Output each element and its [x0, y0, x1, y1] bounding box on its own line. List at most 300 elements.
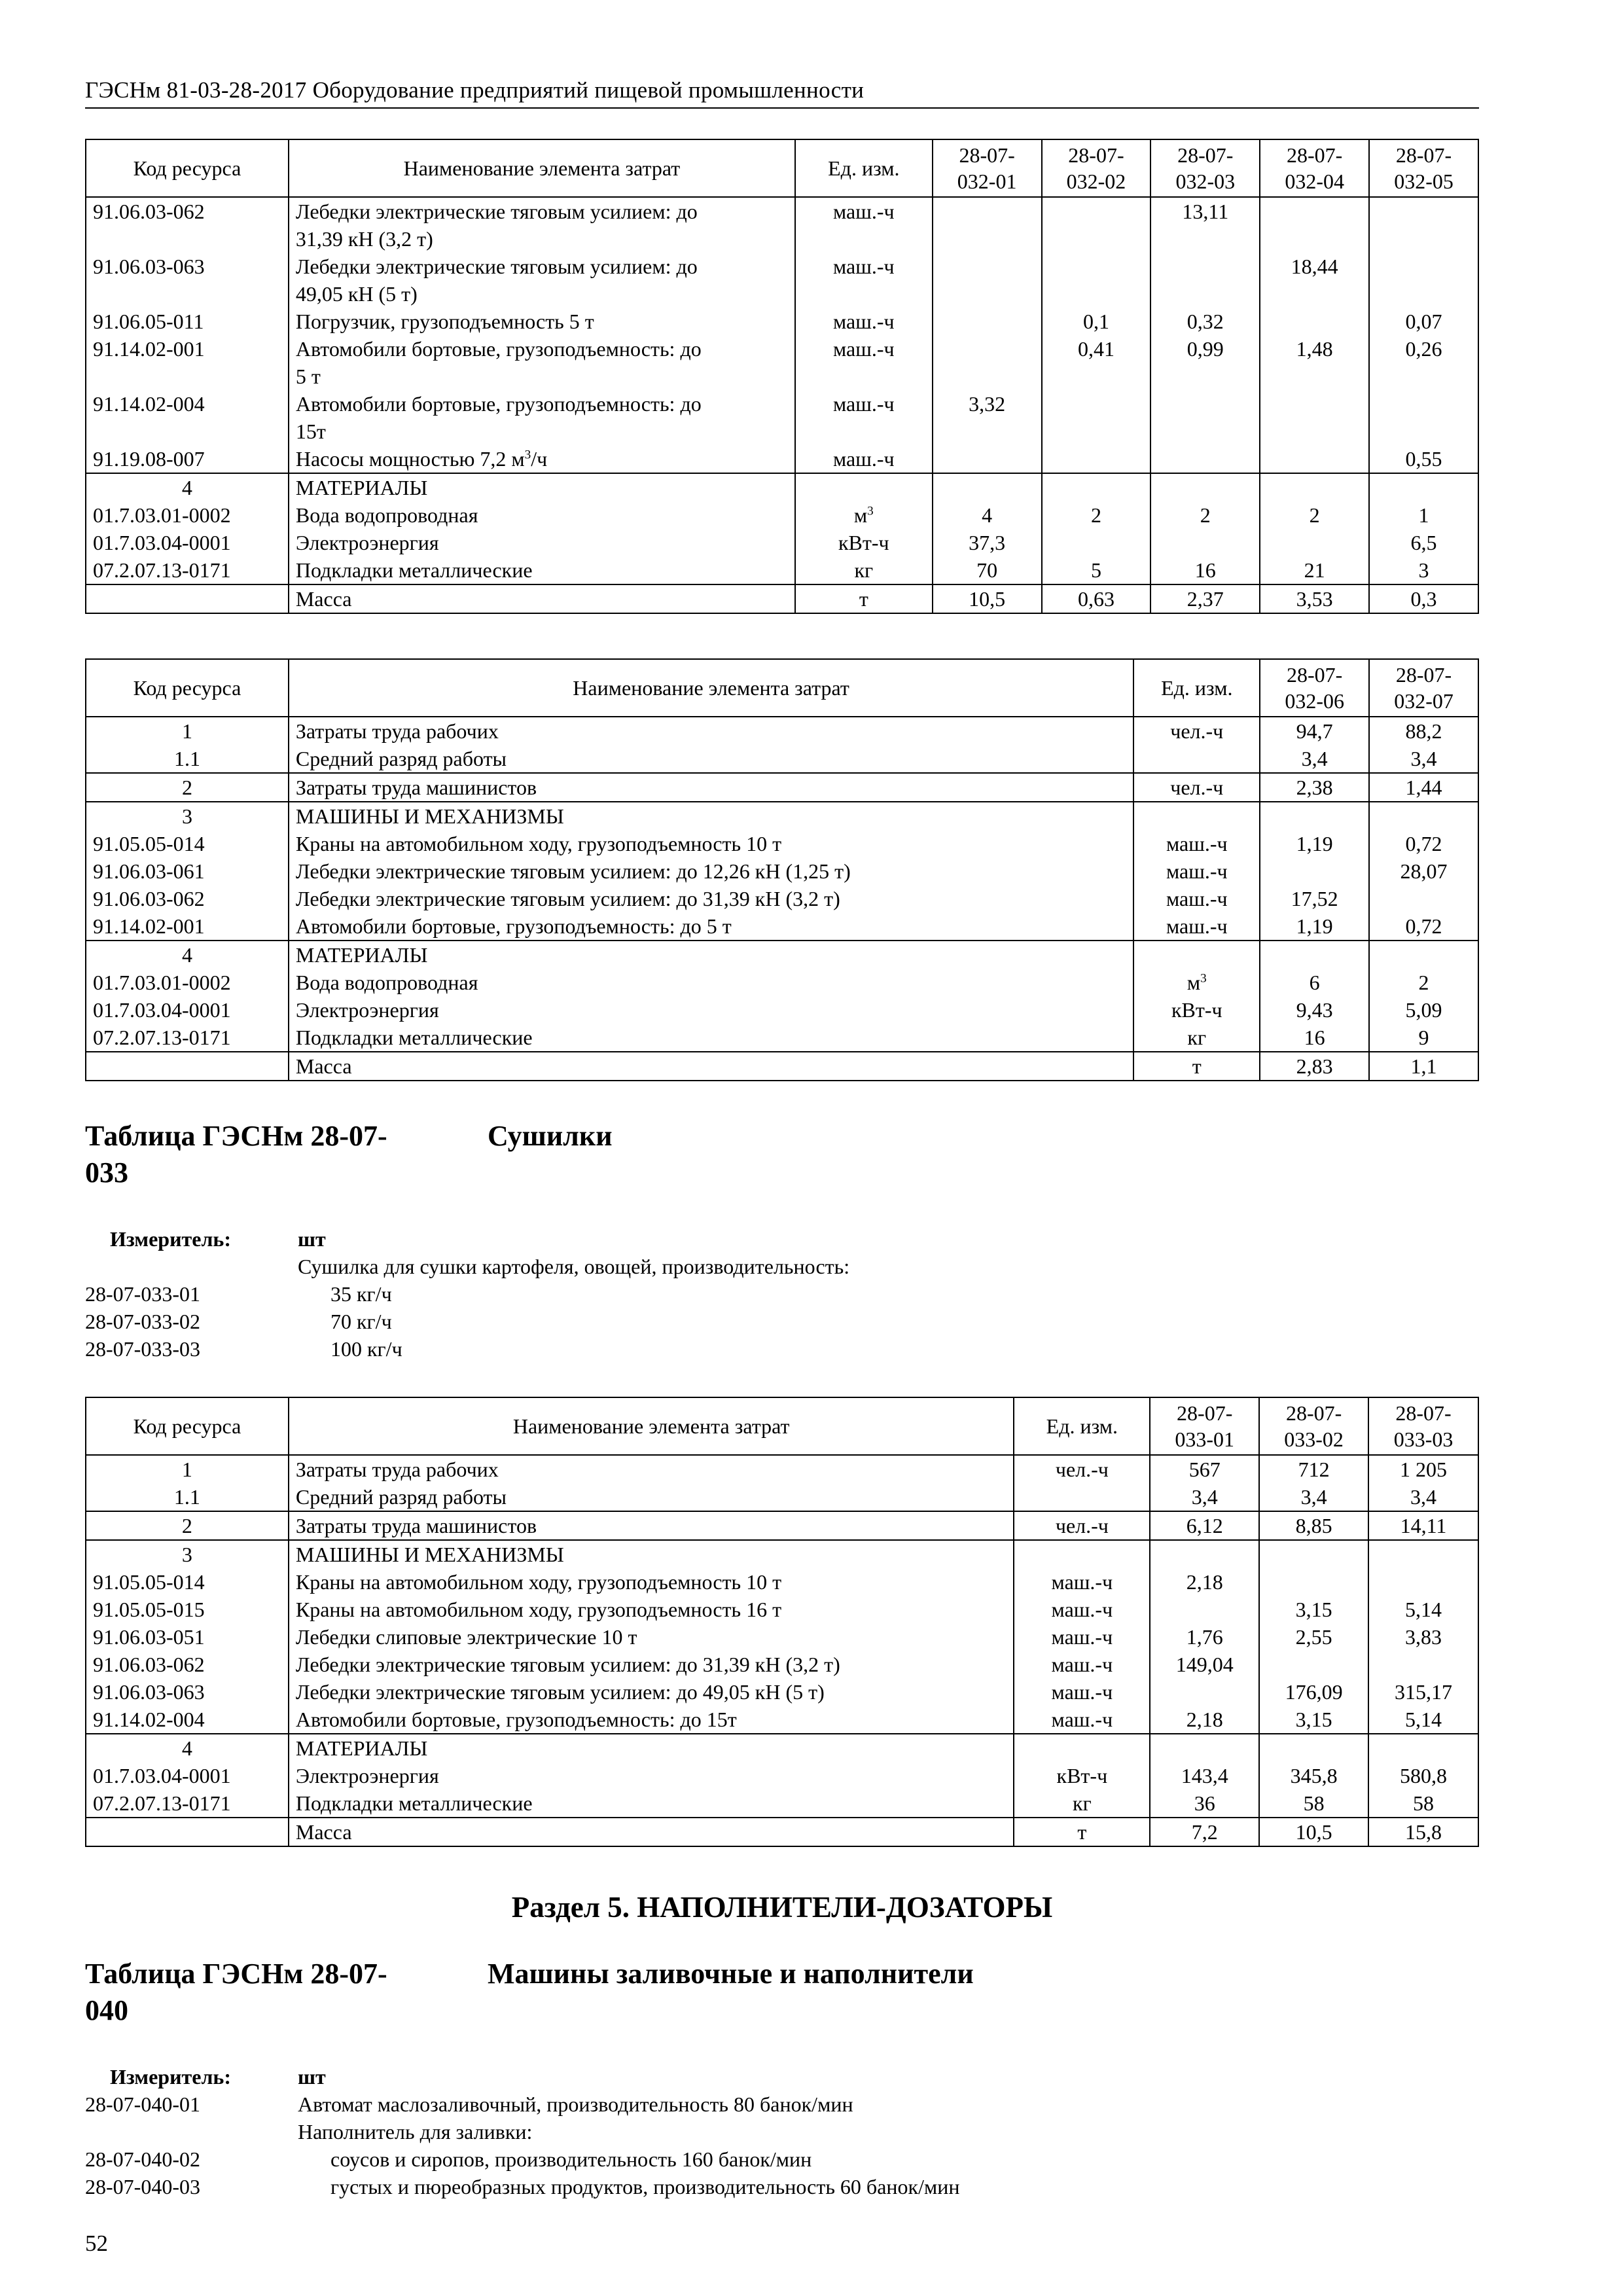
cost-element-name: Краны на автомобильном ходу, грузоподъемность 10 т	[289, 1568, 1014, 1596]
header-norm-code: 28-07- 032-01	[933, 139, 1042, 197]
norm-value: 0,63	[1042, 584, 1151, 613]
norm-value	[1150, 1596, 1259, 1623]
norm-value	[1260, 941, 1369, 969]
header-cost-element: Наименование элемента затрат	[289, 139, 795, 197]
table-033-number: Таблица ГЭСНм 28-07- 033	[85, 1120, 387, 1189]
norm-value: 3,83	[1368, 1623, 1478, 1651]
norm-value: 10,5	[1259, 1818, 1368, 1846]
work-code: 28-07-040-03	[85, 2175, 200, 2198]
norm-value: 1	[1369, 501, 1478, 529]
norm-value: 70	[933, 556, 1042, 584]
norm-value: 0,72	[1369, 830, 1478, 857]
table-row	[86, 830, 1478, 857]
header-cost-element: Наименование элемента затрат	[289, 659, 1133, 717]
cost-element-name: Затраты труда машинистов	[289, 1511, 1014, 1540]
table-row	[86, 1024, 1478, 1052]
unit: маш.-ч	[1014, 1568, 1150, 1596]
resource-code: 01.7.03.04-0001	[86, 1762, 289, 1789]
resource-code: 4	[86, 941, 289, 969]
section-title: Раздел 5. НАПОЛНИТЕЛИ-ДОЗАТОРЫ	[511, 1891, 1053, 1924]
header-unit: Ед. изм.	[1133, 659, 1260, 717]
running-header: ГЭСНм 81-03-28-2017 Оборудование предприятий пищевой промышленности	[85, 77, 1479, 109]
norm-value: 5,14	[1368, 1596, 1478, 1623]
norm-value: 149,04	[1150, 1651, 1259, 1678]
norm-value: 16	[1150, 556, 1260, 584]
norm-value: 1,1	[1369, 1052, 1478, 1081]
header-norm-code: 28-07- 032-03	[1150, 139, 1260, 197]
unit: $м^3$	[795, 501, 933, 529]
norm-value: 315,17	[1368, 1678, 1478, 1706]
table-row	[86, 1678, 1478, 1706]
header-norm-code: 28-07- 032-07	[1369, 659, 1478, 717]
table-section-row	[86, 1540, 1478, 1568]
unit: маш.-ч	[795, 197, 933, 253]
resource-table-032-01-05	[85, 139, 1479, 614]
norm-value: 0,1	[1042, 308, 1151, 335]
table-section-row	[86, 473, 1478, 501]
resource-code: 01.7.03.01-0002	[86, 969, 289, 996]
norm-value: 712	[1259, 1455, 1368, 1483]
cost-element-name: Лебедки слиповые электрические 10 т	[289, 1623, 1014, 1651]
table-row	[86, 197, 1478, 253]
resource-table-032-06-07	[85, 658, 1479, 1081]
unit: маш.-ч	[1133, 912, 1260, 941]
norm-value: 28,07	[1369, 857, 1478, 885]
unit	[795, 473, 933, 501]
header-resource-code: Код ресурса	[86, 659, 289, 717]
cost-element-name: Автомобили бортовые, грузоподъемность: до 15т	[289, 1706, 1014, 1734]
cost-element-name: Лебедки электрические тяговым усилием: до 31,39 кН (3,2 т)	[289, 885, 1133, 912]
unit: маш.-ч	[1014, 1706, 1150, 1734]
table-row	[86, 529, 1478, 556]
norm-value: 2	[1150, 501, 1260, 529]
table-040-name: Машины заливочные и наполнители	[488, 1958, 974, 1990]
resource-code: 91.06.03-062	[86, 197, 289, 253]
norm-value: 3,15	[1259, 1596, 1368, 1623]
norm-value: 36	[1150, 1789, 1259, 1818]
norm-value: 3,4	[1368, 1483, 1478, 1511]
norm-value	[933, 473, 1042, 501]
cost-element-name: МАТЕРИАЛЫ	[289, 1734, 1014, 1762]
resource-code: 2	[86, 1511, 289, 1540]
header-norm-code: 28-07- 032-05	[1369, 139, 1478, 197]
table-section-row	[86, 773, 1478, 802]
norm-value: 1,19	[1260, 912, 1369, 941]
table-row	[86, 1706, 1478, 1734]
work-description: 35 кг/ч	[330, 1282, 392, 1306]
cost-element-name: Автомобили бортовые, грузоподъемность: до 5 т	[289, 335, 795, 390]
header-cost-element: Наименование элемента затрат	[289, 1397, 1014, 1455]
norm-value	[933, 445, 1042, 473]
norm-value: 21	[1260, 556, 1369, 584]
work-code: 28-07-033-01	[85, 1282, 200, 1306]
resource-code: 3	[86, 1540, 289, 1568]
norm-value	[1369, 390, 1478, 445]
norm-value: 3,4	[1259, 1483, 1368, 1511]
table-row	[86, 885, 1478, 912]
norm-value: 2,83	[1260, 1052, 1369, 1081]
norm-value	[1368, 1540, 1478, 1568]
header-resource-code: Код ресурса	[86, 1397, 289, 1455]
resource-code: 91.05.05-015	[86, 1596, 289, 1623]
table-row	[86, 1651, 1478, 1678]
meter-unit: шт	[298, 2065, 326, 2089]
norm-value	[1259, 1651, 1368, 1678]
norm-value	[1042, 445, 1151, 473]
norm-value	[1259, 1734, 1368, 1762]
table-row	[86, 857, 1478, 885]
table-row	[86, 1789, 1478, 1818]
norm-value: 1,76	[1150, 1623, 1259, 1651]
unit: кг	[1133, 1024, 1260, 1052]
work-description: 100 кг/ч	[330, 1337, 402, 1361]
resource-code: 91.05.05-014	[86, 1568, 289, 1596]
norm-value: 6,5	[1369, 529, 1478, 556]
table-row	[86, 390, 1478, 445]
norm-value	[1260, 445, 1369, 473]
norm-value: 5,14	[1368, 1706, 1478, 1734]
unit: маш.-ч	[1014, 1623, 1150, 1651]
cost-element-name: Подкладки металлические	[289, 1789, 1014, 1818]
norm-value: 0,41	[1042, 335, 1151, 390]
table-row	[86, 969, 1478, 996]
norm-value	[1042, 390, 1151, 445]
table-040-meter	[85, 2063, 1479, 2200]
norm-value: 58	[1368, 1789, 1478, 1818]
unit	[1014, 1540, 1150, 1568]
norm-value: 1,19	[1260, 830, 1369, 857]
norm-value: 0,3	[1369, 584, 1478, 613]
resource-code: 91.14.02-004	[86, 390, 289, 445]
table-section-row	[86, 1052, 1478, 1081]
cost-element-name: Краны на автомобильном ходу, грузоподъемность 10 т	[289, 830, 1133, 857]
norm-value	[1369, 197, 1478, 253]
header-norm-code: 28-07- 032-02	[1042, 139, 1151, 197]
resource-code: 91.14.02-001	[86, 912, 289, 941]
unit: кВт-ч	[795, 529, 933, 556]
unit: чел.-ч	[1014, 1511, 1150, 1540]
header-norm-code: 28-07- 033-01	[1150, 1397, 1259, 1455]
resource-code: 91.06.03-062	[86, 1651, 289, 1678]
cost-element-name: Лебедки электрические тяговым усилием: до 49,05 кН (5 т)	[289, 253, 795, 308]
work-code: 28-07-040-02	[85, 2147, 200, 2171]
norm-value: 17,52	[1260, 885, 1369, 912]
norm-value	[1368, 1651, 1478, 1678]
resource-code: 91.06.03-063	[86, 253, 289, 308]
norm-value: 6	[1260, 969, 1369, 996]
work-description: Автомат маслозаливочный, производительность 80 банок/мин	[298, 2092, 853, 2116]
norm-value	[1260, 857, 1369, 885]
resource-code: 01.7.03.04-0001	[86, 996, 289, 1024]
cost-element-name: Лебедки электрические тяговым усилием: до 31,39 кН (3,2 т)	[289, 197, 795, 253]
norm-value: 3,4	[1150, 1483, 1259, 1511]
norm-value: 14,11	[1368, 1511, 1478, 1540]
norm-value: 9,43	[1260, 996, 1369, 1024]
table-row	[86, 912, 1478, 941]
cost-element-name: Лебедки электрические тяговым усилием: до 31,39 кН (3,2 т)	[289, 1651, 1014, 1678]
unit: маш.-ч	[795, 335, 933, 390]
unit: маш.-ч	[795, 390, 933, 445]
header-resource-code: Код ресурса	[86, 139, 289, 197]
unit: чел.-ч	[1133, 773, 1260, 802]
table-section-row	[86, 802, 1478, 830]
norm-value	[1042, 529, 1151, 556]
norm-value: 4	[933, 501, 1042, 529]
norm-value	[1369, 941, 1478, 969]
unit: т	[795, 584, 933, 613]
norm-value: 345,8	[1259, 1762, 1368, 1789]
norm-value: 18,44	[1260, 253, 1369, 308]
cost-element-name: Электроэнергия	[289, 529, 795, 556]
resource-code: 2	[86, 773, 289, 802]
resource-code: 4	[86, 473, 289, 501]
header-norm-code: 28-07- 032-04	[1260, 139, 1369, 197]
norm-value: 2,38	[1260, 773, 1369, 802]
table-row	[86, 253, 1478, 308]
norm-value: 0,26	[1369, 335, 1478, 390]
norm-value	[1042, 473, 1151, 501]
meter-label: Измеритель:	[110, 1227, 231, 1251]
norm-value	[1260, 308, 1369, 335]
table-row	[86, 1596, 1478, 1623]
cost-element-name: Затраты труда рабочих	[289, 717, 1133, 745]
norm-value: 0,72	[1369, 912, 1478, 941]
header-norm-code: 28-07- 032-06	[1260, 659, 1369, 717]
cost-element-name: Автомобили бортовые, грузоподъемность: до 5 т	[289, 912, 1133, 941]
norm-value: 567	[1150, 1455, 1259, 1483]
norm-value: 1 205	[1368, 1455, 1478, 1483]
norm-value	[1260, 390, 1369, 445]
cost-element-name: МАШИНЫ И МЕХАНИЗМЫ	[289, 802, 1133, 830]
norm-value: 143,4	[1150, 1762, 1259, 1789]
unit: кВт-ч	[1014, 1762, 1150, 1789]
meter-description: Сушилка для сушки картофеля, овощей, производительность:	[298, 1255, 850, 1278]
resource-code: 1	[86, 1455, 289, 1483]
cost-element-name: Масса	[289, 1818, 1014, 1846]
norm-value	[1369, 802, 1478, 830]
meter-unit: шт	[298, 1227, 326, 1251]
resource-code: 1	[86, 717, 289, 745]
norm-value	[1150, 253, 1260, 308]
resource-code: 91.06.03-062	[86, 885, 289, 912]
cost-element-name: Затраты труда машинистов	[289, 773, 1133, 802]
norm-value	[933, 335, 1042, 390]
header-unit: Ед. изм.	[1014, 1397, 1150, 1455]
norm-value	[1150, 390, 1260, 445]
resource-code: 91.19.08-007	[86, 445, 289, 473]
norm-value: 94,7	[1260, 717, 1369, 745]
norm-value: 3,32	[933, 390, 1042, 445]
unit: маш.-ч	[1014, 1678, 1150, 1706]
norm-value	[1042, 253, 1151, 308]
table-row	[86, 501, 1478, 529]
norm-value: 2,55	[1259, 1623, 1368, 1651]
table-section-row	[86, 1455, 1478, 1483]
norm-value: 16	[1260, 1024, 1369, 1052]
header-norm-code: 28-07- 033-02	[1259, 1397, 1368, 1455]
resource-code: 91.06.03-061	[86, 857, 289, 885]
unit: маш.-ч	[795, 308, 933, 335]
norm-value	[1260, 802, 1369, 830]
resource-code: 1.1	[86, 745, 289, 773]
unit	[1014, 1483, 1150, 1511]
unit: чел.-ч	[1014, 1455, 1150, 1483]
table-040-number: Таблица ГЭСНм 28-07- 040	[85, 1958, 387, 2026]
work-code: 28-07-033-03	[85, 1337, 200, 1361]
norm-value	[933, 197, 1042, 253]
cost-element-name: Подкладки металлические	[289, 1024, 1133, 1052]
table-row	[86, 1483, 1478, 1511]
meter-label: Измеритель:	[110, 2065, 231, 2089]
norm-value: 15,8	[1368, 1818, 1478, 1846]
resource-code	[86, 584, 289, 613]
norm-value: 2,18	[1150, 1568, 1259, 1596]
table-section-row	[86, 1511, 1478, 1540]
table-section-row	[86, 941, 1478, 969]
resource-code: 91.06.03-051	[86, 1623, 289, 1651]
table-section-row	[86, 1818, 1478, 1846]
norm-value: 58	[1259, 1789, 1368, 1818]
unit: маш.-ч	[1133, 830, 1260, 857]
unit	[1133, 745, 1260, 773]
norm-value: 1,44	[1369, 773, 1478, 802]
norm-value	[1369, 885, 1478, 912]
table-row	[86, 308, 1478, 335]
table-row	[86, 745, 1478, 773]
unit: маш.-ч	[1133, 885, 1260, 912]
resource-code: 01.7.03.04-0001	[86, 529, 289, 556]
table-row	[86, 445, 1478, 473]
cost-element-name: Лебедки электрические тяговым усилием: до 12,26 кН (1,25 т)	[289, 857, 1133, 885]
norm-value	[1042, 197, 1151, 253]
norm-value	[1259, 1568, 1368, 1596]
norm-value	[1369, 473, 1478, 501]
resource-code: 3	[86, 802, 289, 830]
norm-value: 6,12	[1150, 1511, 1259, 1540]
unit: $м^3$	[1133, 969, 1260, 996]
unit: чел.-ч	[1133, 717, 1260, 745]
cost-element-name: МАШИНЫ И МЕХАНИЗМЫ	[289, 1540, 1014, 1568]
norm-value: 0,07	[1369, 308, 1478, 335]
header-norm-code: 28-07- 033-03	[1368, 1397, 1478, 1455]
resource-code: 91.06.05-011	[86, 308, 289, 335]
page-number: 52	[85, 2231, 108, 2256]
norm-value: 8,85	[1259, 1511, 1368, 1540]
norm-value	[1150, 445, 1260, 473]
norm-value	[1150, 473, 1260, 501]
norm-value	[1368, 1568, 1478, 1596]
cost-element-name: Электроэнергия	[289, 996, 1133, 1024]
norm-value	[1150, 529, 1260, 556]
norm-value	[1260, 473, 1369, 501]
norm-value: 2,18	[1150, 1706, 1259, 1734]
table-row	[86, 556, 1478, 584]
norm-value: 3,4	[1369, 745, 1478, 773]
norm-value	[1150, 1678, 1259, 1706]
unit: т	[1133, 1052, 1260, 1081]
work-description: 70 кг/ч	[330, 1310, 392, 1333]
cost-element-name: Электроэнергия	[289, 1762, 1014, 1789]
norm-value: 37,3	[933, 529, 1042, 556]
table-section-row	[86, 584, 1478, 613]
resource-code	[86, 1818, 289, 1846]
unit: т	[1014, 1818, 1150, 1846]
work-description: Наполнитель для заливки:	[298, 2120, 533, 2144]
resource-code: 07.2.07.13-0171	[86, 556, 289, 584]
norm-value	[933, 253, 1042, 308]
cost-element-name: Средний разряд работы	[289, 1483, 1014, 1511]
norm-value	[1150, 1540, 1259, 1568]
norm-value: 1,48	[1260, 335, 1369, 390]
resource-code: 01.7.03.01-0002	[86, 501, 289, 529]
cost-element-name: МАТЕРИАЛЫ	[289, 941, 1133, 969]
norm-value: 7,2	[1150, 1818, 1259, 1846]
cost-element-name: Лебедки электрические тяговым усилием: до 49,05 кН (5 т)	[289, 1678, 1014, 1706]
norm-value	[1260, 529, 1369, 556]
resource-code: 07.2.07.13-0171	[86, 1789, 289, 1818]
resource-code: 07.2.07.13-0171	[86, 1024, 289, 1052]
norm-value: 580,8	[1368, 1762, 1478, 1789]
norm-value	[1369, 253, 1478, 308]
norm-value: 0,32	[1150, 308, 1260, 335]
resource-code: 1.1	[86, 1483, 289, 1511]
cost-element-name: Краны на автомобильном ходу, грузоподъемность 16 т	[289, 1596, 1014, 1623]
table-033-name: Сушилки	[488, 1120, 613, 1152]
work-code: 28-07-040-01	[85, 2092, 200, 2116]
resource-code: 91.14.02-001	[86, 335, 289, 390]
norm-value: 3,15	[1259, 1706, 1368, 1734]
norm-value: 0,99	[1150, 335, 1260, 390]
norm-value: 176,09	[1259, 1678, 1368, 1706]
norm-value	[1150, 1734, 1259, 1762]
resource-code: 4	[86, 1734, 289, 1762]
norm-value: 3	[1369, 556, 1478, 584]
table-row	[86, 1762, 1478, 1789]
resource-table-033	[85, 1397, 1479, 1847]
cost-element-name: Погрузчик, грузоподъемность 5 т	[289, 308, 795, 335]
cost-element-name: Средний разряд работы	[289, 745, 1133, 773]
unit: кВт-ч	[1133, 996, 1260, 1024]
norm-value	[933, 308, 1042, 335]
table-section-row	[86, 1734, 1478, 1762]
norm-value: 0,55	[1369, 445, 1478, 473]
unit	[1133, 802, 1260, 830]
norm-value: 13,11	[1150, 197, 1260, 253]
resource-code: 91.05.05-014	[86, 830, 289, 857]
cost-element-name: Вода водопроводная	[289, 501, 795, 529]
norm-value: 3,4	[1260, 745, 1369, 773]
cost-element-name: Затраты труда рабочих	[289, 1455, 1014, 1483]
norm-value: 2	[1369, 969, 1478, 996]
resource-code: 91.06.03-063	[86, 1678, 289, 1706]
resource-code: 91.14.02-004	[86, 1706, 289, 1734]
norm-value: 2	[1042, 501, 1151, 529]
work-description: густых и пюреобразных продуктов, производительность 60 банок/мин	[330, 2175, 960, 2198]
work-code: 28-07-033-02	[85, 1310, 200, 1333]
norm-value: 5	[1042, 556, 1151, 584]
unit: кг	[1014, 1789, 1150, 1818]
unit: маш.-ч	[1014, 1651, 1150, 1678]
norm-value: 9	[1369, 1024, 1478, 1052]
norm-value: 3,53	[1260, 584, 1369, 613]
cost-element-name: Автомобили бортовые, грузоподъемность: до 15т	[289, 390, 795, 445]
norm-value	[1368, 1734, 1478, 1762]
norm-value	[1260, 197, 1369, 253]
unit: маш.-ч	[1133, 857, 1260, 885]
cost-element-name: Подкладки металлические	[289, 556, 795, 584]
norm-value: 10,5	[933, 584, 1042, 613]
table-row	[86, 335, 1478, 390]
